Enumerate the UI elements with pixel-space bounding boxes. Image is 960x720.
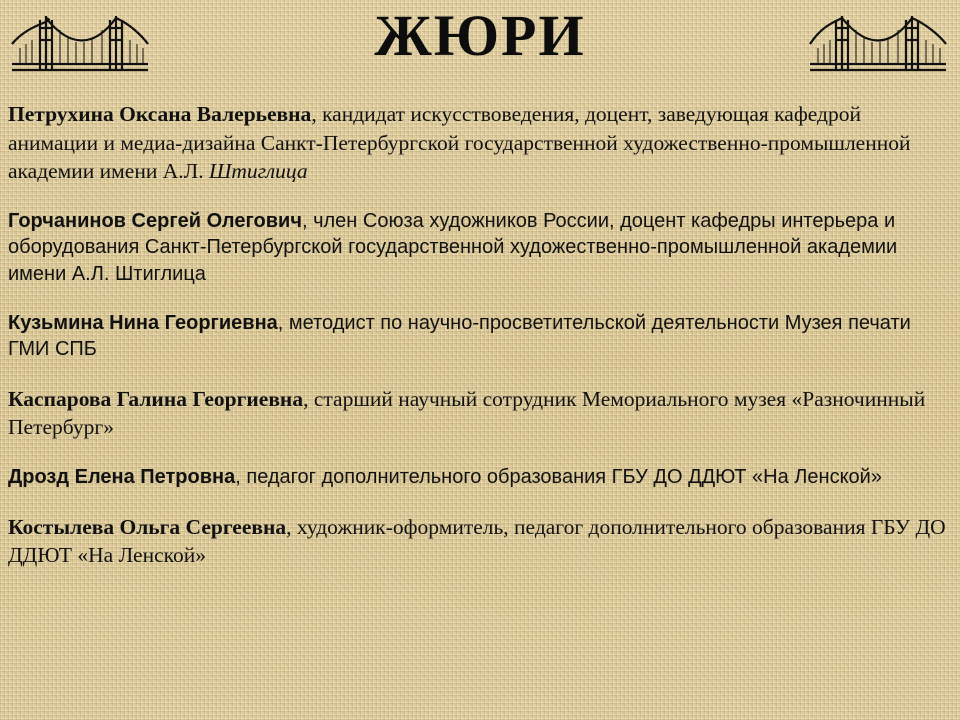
slide-header bbox=[0, 0, 960, 92]
jury-member-description: , педагог дополнительного образования ГБУ ДО ДДЮТ «На Ленской» bbox=[235, 465, 882, 488]
jury-member-description-italic: Штиглица bbox=[208, 159, 308, 184]
jury-entry bbox=[8, 310, 948, 363]
jury-member-name: Каспарова Галина Георгиевна bbox=[8, 386, 304, 411]
jury-entry bbox=[8, 513, 948, 570]
jury-entry bbox=[8, 385, 948, 442]
page-title: ЖЮРИ bbox=[374, 3, 586, 68]
jury-member-description: , старший научный сотрудник Мемориального музея «Разночинный Петербург» bbox=[8, 386, 926, 440]
jury-list bbox=[0, 92, 960, 570]
jury-member-description: , кандидат искусствоведения, доцент, заведующая кафедрой анимации и медиа-дизайна Санкт-Петербургской государственной художественно-промышленной академии имени А.Л. bbox=[8, 102, 911, 184]
jury-entry bbox=[8, 100, 948, 186]
jury-member-description: , методист по научно-просветительской деятельности Музея печати ГМИ СПБ bbox=[8, 311, 911, 361]
jury-member-name: Дрозд Елена Петровна bbox=[8, 465, 236, 488]
jury-member-description: , художник-оформитель, педагог дополнительного образования ГБУ ДО ДДЮТ «На Ленской» bbox=[8, 514, 946, 568]
jury-member-description: , член Союза художников России, доцент кафедры интерьера и оборудования Санкт-Петербургской государственной художественно-промышленной академии имени А.Л. Штиглица bbox=[8, 209, 898, 285]
jury-member-name: Горчанинов Сергей Олегович bbox=[8, 209, 302, 232]
jury-entry bbox=[8, 464, 948, 491]
jury-member-name: Петрухина Оксана Валерьевна bbox=[8, 102, 312, 126]
jury-member-name: Кузьмина Нина Георгиевна bbox=[8, 311, 278, 334]
jury-member-name: Костылева Ольга Сергеевна bbox=[8, 514, 287, 539]
jury-entry bbox=[8, 208, 948, 288]
bridge-icon bbox=[808, 14, 948, 81]
